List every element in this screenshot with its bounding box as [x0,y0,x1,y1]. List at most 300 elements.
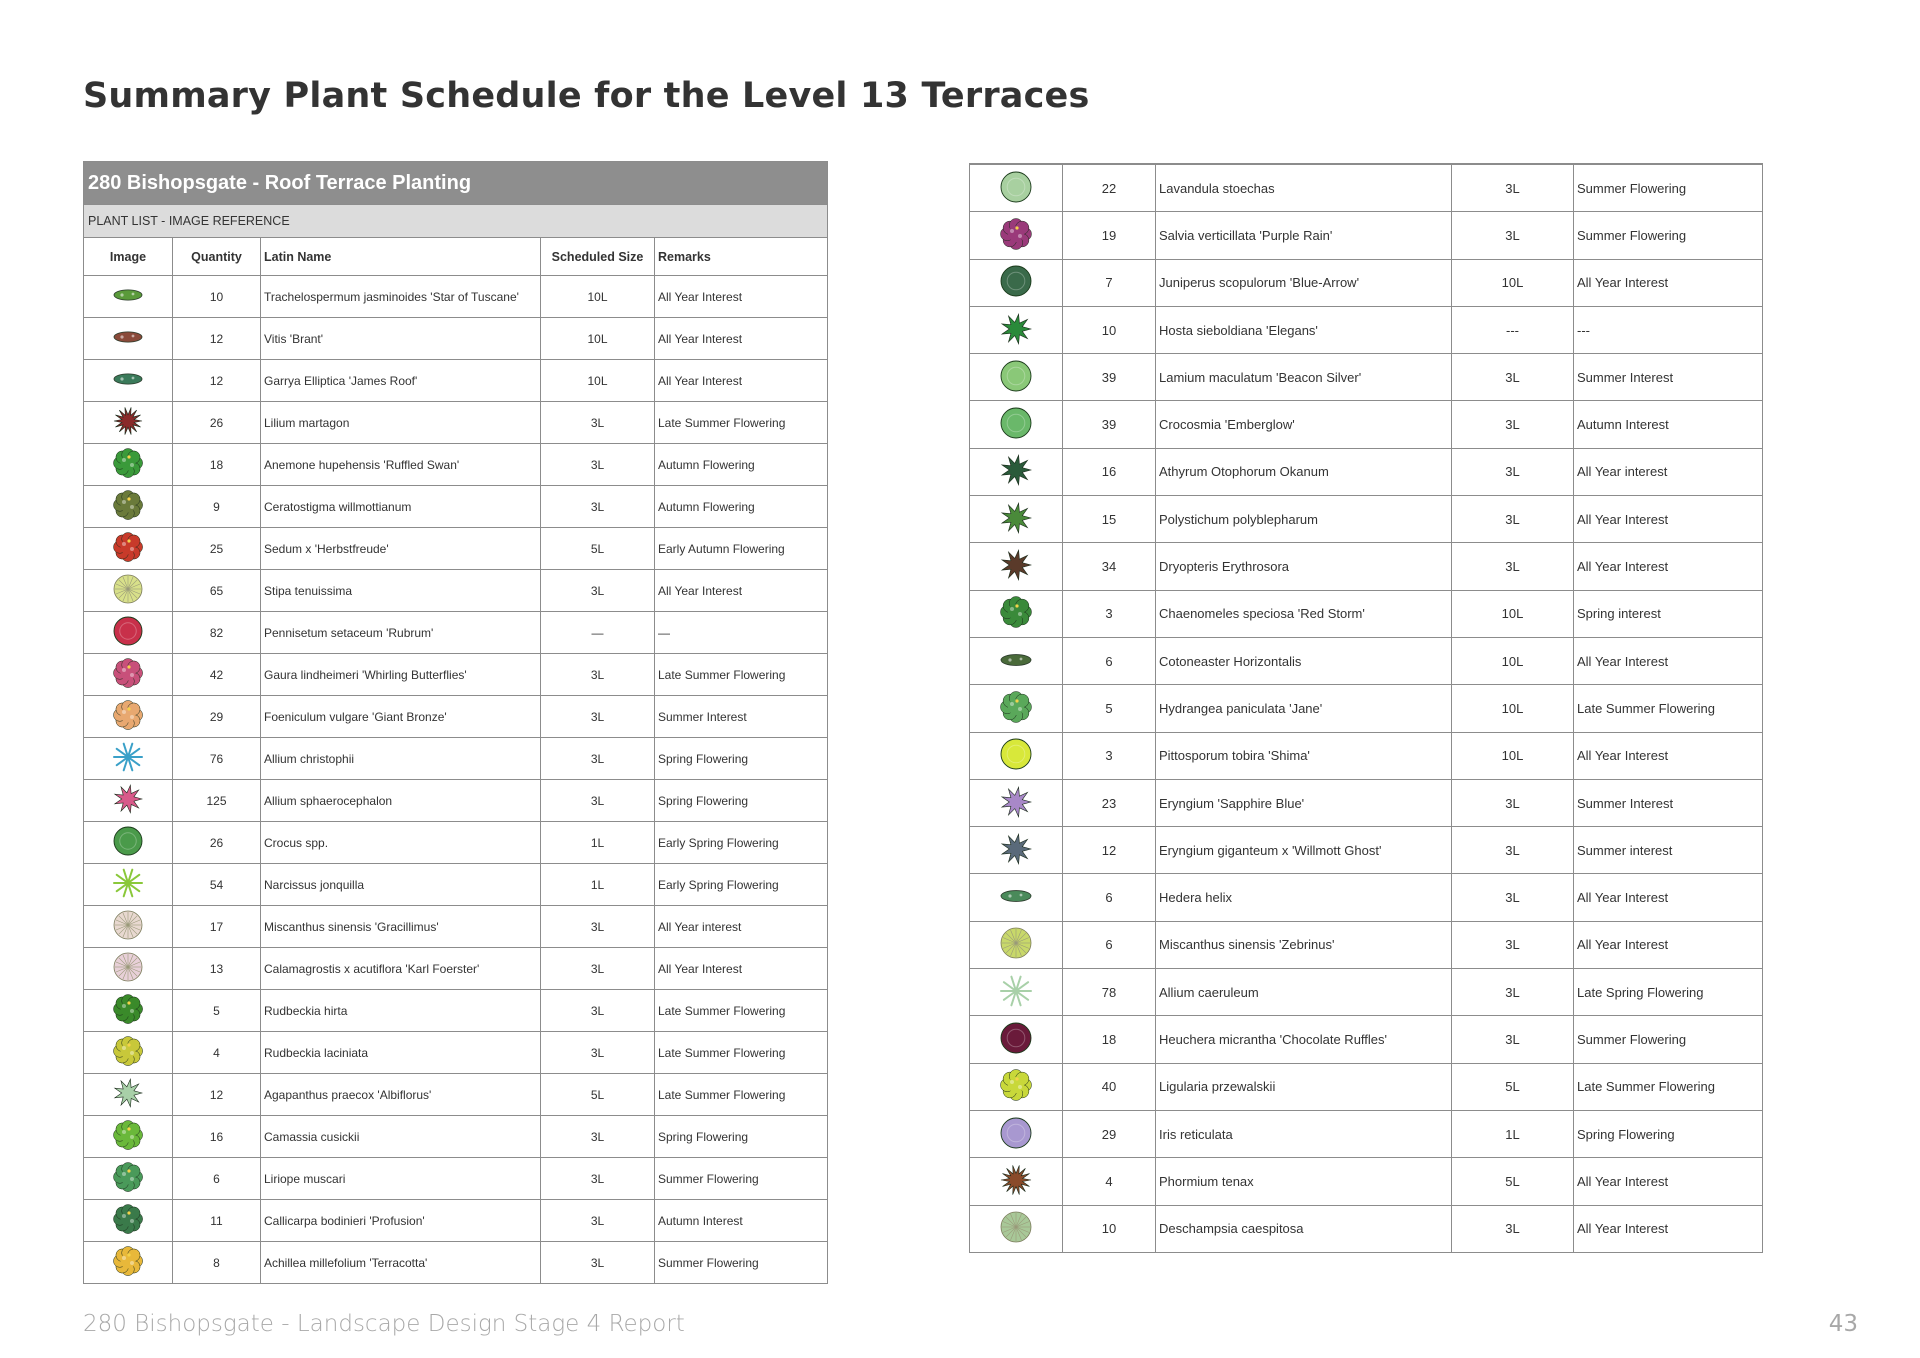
palm-icon [113,868,143,901]
flower-shrub-icon [113,1162,143,1195]
scheduled-size-cell: 3L [541,486,655,528]
flower-shrub-icon [1000,691,1032,726]
round-shrub-icon [1000,265,1032,300]
round-shrub-icon [1000,360,1032,395]
plant-image-cell [970,1110,1063,1157]
plant-row [84,612,828,654]
remarks-cell: All Year Interest [1574,921,1763,968]
latin-name-cell: Allium christophii [261,738,541,780]
plant-row [970,448,1763,495]
scheduled-size-cell: 10L [541,276,655,318]
palm-icon [1000,975,1032,1010]
remarks-cell: Early Autumn Flowering [655,528,828,570]
scheduled-size-cell: 3L [541,1032,655,1074]
table-subtitle-row [84,205,828,238]
plant-image-cell [84,318,173,360]
quantity-cell: 76 [173,738,261,780]
header-remarks: Remarks [655,238,828,276]
scheduled-size-cell: 3L [541,1200,655,1242]
remarks-cell: All Year Interest [1574,543,1763,590]
scheduled-size-cell: 3L [541,654,655,696]
plant-image-cell [84,1242,173,1284]
plant-row [970,259,1763,306]
plant-row [970,401,1763,448]
plant-row [84,402,828,444]
flower-shrub-icon [1000,596,1032,631]
page-title: Summary Plant Schedule for the Level 13 Terraces [83,76,1090,116]
scheduled-size-cell: 5L [1452,1063,1574,1110]
scheduled-size-cell: 3L [541,738,655,780]
latin-name-cell: Ceratostigma willmottianum [261,486,541,528]
star-plant-icon [1000,454,1032,489]
remarks-cell: Autumn Flowering [655,486,828,528]
scheduled-size-cell: 3L [1452,165,1574,212]
remarks-cell: All Year Interest [1574,732,1763,779]
plant-row [970,165,1763,212]
scheduled-size-cell: 3L [541,444,655,486]
plant-row [84,780,828,822]
plant-row [970,1063,1763,1110]
latin-name-cell: Foeniculum vulgare 'Giant Bronze' [261,696,541,738]
plant-row [970,212,1763,259]
flower-shrub-icon [113,1204,143,1237]
quantity-cell: 15 [1063,496,1156,543]
quantity-cell: 16 [173,1116,261,1158]
header-quantity: Quantity [173,238,261,276]
plant-image-cell [970,827,1063,874]
quantity-cell: 4 [173,1032,261,1074]
plant-image-cell [970,874,1063,921]
plant-image-cell [970,1158,1063,1205]
flower-shrub-icon [113,448,143,481]
plant-image-cell [970,306,1063,353]
plant-image-cell [84,1116,173,1158]
quantity-cell: 12 [173,360,261,402]
remarks-cell: Autumn Interest [655,1200,828,1242]
quantity-cell: 10 [173,276,261,318]
scheduled-size-cell: 5L [541,1074,655,1116]
plant-image-cell [970,921,1063,968]
latin-name-cell: Phormium tenax [1156,1158,1452,1205]
latin-name-cell: Calamagrostis x acutiflora 'Karl Foerster' [261,948,541,990]
quantity-cell: 6 [1063,637,1156,684]
flat-hedge-icon [1000,644,1032,679]
scheduled-size-cell: 5L [1452,1158,1574,1205]
quantity-cell: 4 [1063,1158,1156,1205]
latin-name-cell: Narcissus jonquilla [261,864,541,906]
plant-image-cell [970,1016,1063,1063]
plant-row [970,354,1763,401]
plant-row [84,1242,828,1284]
quantity-cell: 29 [1063,1110,1156,1157]
palm-icon [113,742,143,775]
plant-row [84,444,828,486]
quantity-cell: 18 [1063,1016,1156,1063]
latin-name-cell: Chaenomeles speciosa 'Red Storm' [1156,590,1452,637]
plant-image-cell [970,732,1063,779]
latin-name-cell: Lilium martagon [261,402,541,444]
scheduled-size-cell: 3L [1452,874,1574,921]
remarks-cell: Summer Interest [1574,779,1763,826]
remarks-cell: — [655,612,828,654]
scheduled-size-cell: 3L [541,948,655,990]
plant-row [970,1205,1763,1252]
latin-name-cell: Agapanthus praecox 'Albiflorus' [261,1074,541,1116]
quantity-cell: 6 [173,1158,261,1200]
plant-row [84,738,828,780]
scheduled-size-cell: 3L [541,1242,655,1284]
plant-row [84,948,828,990]
latin-name-cell: Hosta sieboldiana 'Elegans' [1156,306,1452,353]
plant-row [84,318,828,360]
scheduled-size-cell: 10L [1452,590,1574,637]
plant-image-cell [84,696,173,738]
latin-name-cell: Trachelospermum jasminoides 'Star of Tuscane' [261,276,541,318]
header-latin-name: Latin Name [261,238,541,276]
remarks-cell: Autumn Interest [1574,401,1763,448]
quantity-cell: 82 [173,612,261,654]
remarks-cell: All Year Interest [1574,874,1763,921]
remarks-cell: All Year Interest [655,318,828,360]
remarks-cell: All Year interest [1574,448,1763,495]
plant-image-cell [970,590,1063,637]
plant-row [970,496,1763,543]
latin-name-cell: Achillea millefolium 'Terracotta' [261,1242,541,1284]
scheduled-size-cell: 3L [541,402,655,444]
scheduled-size-cell: 3L [541,906,655,948]
latin-name-cell: Garrya Elliptica 'James Roof' [261,360,541,402]
plant-image-cell [970,637,1063,684]
plant-image-cell [84,528,173,570]
quantity-cell: 9 [173,486,261,528]
flower-shrub-icon [1000,218,1032,253]
latin-name-cell: Iris reticulata [1156,1110,1452,1157]
table-subtitle: PLANT LIST - IMAGE REFERENCE [84,205,828,238]
plant-schedule-table-left [83,161,828,1284]
plant-schedule-table-right [969,163,1763,1253]
header-scheduled-size: Scheduled Size [541,238,655,276]
quantity-cell: 29 [173,696,261,738]
star-plant-icon [1000,502,1032,537]
quantity-cell: 5 [1063,685,1156,732]
star-plant-icon [1000,786,1032,821]
plant-row [84,570,828,612]
plant-row [970,1110,1763,1157]
scheduled-size-cell: 3L [1452,921,1574,968]
scheduled-size-cell: 3L [1452,212,1574,259]
remarks-cell: Summer Flowering [655,1242,828,1284]
remarks-cell: --- [1574,306,1763,353]
plant-image-cell [84,612,173,654]
plant-image-cell [84,822,173,864]
flat-hedge-icon [113,364,143,397]
flat-hedge-icon [1000,880,1032,915]
round-shrub-icon [1000,171,1032,206]
scheduled-size-cell: — [541,612,655,654]
plant-row [84,864,828,906]
quantity-cell: 6 [1063,874,1156,921]
remarks-cell: Summer Interest [1574,354,1763,401]
plant-image-cell [970,401,1063,448]
remarks-cell: Late Summer Flowering [655,1074,828,1116]
remarks-cell: All Year Interest [1574,259,1763,306]
latin-name-cell: Lamium maculatum 'Beacon Silver' [1156,354,1452,401]
plant-row [970,921,1763,968]
latin-name-cell: Pittosporum tobira 'Shima' [1156,732,1452,779]
remarks-cell: Summer Flowering [1574,212,1763,259]
plant-row [970,685,1763,732]
scheduled-size-cell: 3L [541,1158,655,1200]
remarks-cell: All Year Interest [655,276,828,318]
latin-name-cell: Allium caeruleum [1156,969,1452,1016]
remarks-cell: Late Summer Flowering [655,402,828,444]
plant-image-cell [84,1158,173,1200]
quantity-cell: 39 [1063,354,1156,401]
grass-icon [1000,927,1032,962]
scheduled-size-cell: 3L [1452,779,1574,826]
latin-name-cell: Deschampsia caespitosa [1156,1205,1452,1252]
remarks-cell: Late Summer Flowering [655,1032,828,1074]
remarks-cell: All Year interest [655,906,828,948]
latin-name-cell: Lavandula stoechas [1156,165,1452,212]
plant-image-cell [970,212,1063,259]
spiky-plant-icon [113,406,143,439]
latin-name-cell: Hedera helix [1156,874,1452,921]
plant-image-cell [84,738,173,780]
scheduled-size-cell: 10L [1452,685,1574,732]
quantity-cell: 34 [1063,543,1156,590]
plant-row [84,654,828,696]
star-plant-icon [1000,549,1032,584]
plant-image-cell [970,354,1063,401]
plant-row [970,779,1763,826]
quantity-cell: 125 [173,780,261,822]
plant-image-cell [84,486,173,528]
grass-icon [113,574,143,607]
quantity-cell: 18 [173,444,261,486]
flower-shrub-icon [113,700,143,733]
round-shrub-icon [1000,738,1032,773]
latin-name-cell: Heuchera micrantha 'Chocolate Ruffles' [1156,1016,1452,1063]
scheduled-size-cell: 3L [541,570,655,612]
round-shrub-icon [1000,1022,1032,1057]
plant-row [970,874,1763,921]
plant-image-cell [970,448,1063,495]
quantity-cell: 17 [173,906,261,948]
scheduled-size-cell: 10L [1452,259,1574,306]
plant-image-cell [84,276,173,318]
quantity-cell: 10 [1063,306,1156,353]
round-shrub-icon [1000,407,1032,442]
plant-row [84,1116,828,1158]
round-shrub-icon [1000,1117,1032,1152]
star-plant-icon [113,784,143,817]
plant-row [970,543,1763,590]
remarks-cell: Early Spring Flowering [655,864,828,906]
latin-name-cell: Miscanthus sinensis 'Gracillimus' [261,906,541,948]
header-image: Image [84,238,173,276]
latin-name-cell: Vitis 'Brant' [261,318,541,360]
remarks-cell: All Year Interest [655,570,828,612]
latin-name-cell: Eryngium 'Sapphire Blue' [1156,779,1452,826]
quantity-cell: 12 [173,318,261,360]
scheduled-size-cell: 10L [1452,732,1574,779]
quantity-cell: 78 [1063,969,1156,1016]
plant-image-cell [970,779,1063,826]
plant-image-cell [970,165,1063,212]
flower-shrub-icon [113,532,143,565]
latin-name-cell: Anemone hupehensis 'Ruffled Swan' [261,444,541,486]
plant-image-cell [84,444,173,486]
plant-image-cell [84,780,173,822]
plant-row [84,1074,828,1116]
remarks-cell: All Year Interest [655,360,828,402]
plant-row [84,822,828,864]
plant-image-cell [84,864,173,906]
plant-image-cell [84,1032,173,1074]
latin-name-cell: Hydrangea paniculata 'Jane' [1156,685,1452,732]
scheduled-size-cell: 3L [1452,543,1574,590]
latin-name-cell: Salvia verticillata 'Purple Rain' [1156,212,1452,259]
scheduled-size-cell: 10L [541,318,655,360]
flower-shrub-icon [113,1036,143,1069]
plant-row [970,1016,1763,1063]
quantity-cell: 23 [1063,779,1156,826]
latin-name-cell: Dryopteris Erythrosora [1156,543,1452,590]
quantity-cell: 5 [173,990,261,1032]
quantity-cell: 11 [173,1200,261,1242]
scheduled-size-cell: 1L [541,822,655,864]
plant-image-cell [84,990,173,1032]
scheduled-size-cell: 5L [541,528,655,570]
flat-hedge-icon [113,322,143,355]
plant-row [84,696,828,738]
remarks-cell: Summer interest [1574,827,1763,874]
plant-row [84,486,828,528]
plant-image-cell [84,360,173,402]
latin-name-cell: Eryngium giganteum x 'Willmott Ghost' [1156,827,1452,874]
plant-row [84,1158,828,1200]
plant-image-cell [970,685,1063,732]
plant-row [970,590,1763,637]
grass-icon [113,910,143,943]
plant-row [84,360,828,402]
remarks-cell: Summer Flowering [1574,1016,1763,1063]
spiky-plant-icon [1000,1164,1032,1199]
plant-image-cell [84,1200,173,1242]
plant-row [970,306,1763,353]
table-title: 280 Bishopsgate - Roof Terrace Planting [84,162,828,205]
scheduled-size-cell: 3L [1452,827,1574,874]
latin-name-cell: Ligularia przewalskii [1156,1063,1452,1110]
remarks-cell: Spring Flowering [655,780,828,822]
table-title-row [84,162,828,205]
remarks-cell: Late Summer Flowering [1574,1063,1763,1110]
plant-image-cell [84,948,173,990]
plant-image-cell [970,1205,1063,1252]
quantity-cell: 19 [1063,212,1156,259]
latin-name-cell: Rudbeckia laciniata [261,1032,541,1074]
grass-icon [113,952,143,985]
plant-row [84,276,828,318]
plant-image-cell [84,654,173,696]
plant-row [84,990,828,1032]
scheduled-size-cell: --- [1452,306,1574,353]
scheduled-size-cell: 3L [1452,969,1574,1016]
latin-name-cell: Gaura lindheimeri 'Whirling Butterflies' [261,654,541,696]
flower-shrub-icon [113,1120,143,1153]
scheduled-size-cell: 3L [1452,354,1574,401]
latin-name-cell: Juniperus scopulorum 'Blue-Arrow' [1156,259,1452,306]
scheduled-size-cell: 10L [1452,637,1574,684]
flower-shrub-icon [1000,1069,1032,1104]
flower-shrub-icon [113,994,143,1027]
flower-shrub-icon [113,658,143,691]
remarks-cell: Spring Flowering [655,1116,828,1158]
quantity-cell: 26 [173,402,261,444]
scheduled-size-cell: 3L [1452,1205,1574,1252]
plant-image-cell [84,906,173,948]
remarks-cell: Late Summer Flowering [655,654,828,696]
scheduled-size-cell: 1L [1452,1110,1574,1157]
plant-image-cell [970,259,1063,306]
latin-name-cell: Pennisetum setaceum 'Rubrum' [261,612,541,654]
scheduled-size-cell: 3L [1452,1016,1574,1063]
star-plant-icon [113,1078,143,1111]
quantity-cell: 10 [1063,1205,1156,1252]
flower-shrub-icon [113,1246,143,1279]
plant-image-cell [84,402,173,444]
scheduled-size-cell: 1L [541,864,655,906]
plant-row [970,637,1763,684]
remarks-cell: Summer Flowering [1574,165,1763,212]
round-shrub-icon [113,616,143,649]
quantity-cell: 54 [173,864,261,906]
remarks-cell: All Year Interest [1574,1158,1763,1205]
star-plant-icon [1000,833,1032,868]
latin-name-cell: Cotoneaster Horizontalis [1156,637,1452,684]
plant-row [84,1032,828,1074]
plant-image-cell [970,1063,1063,1110]
remarks-cell: All Year Interest [1574,496,1763,543]
quantity-cell: 13 [173,948,261,990]
plant-image-cell [970,543,1063,590]
latin-name-cell: Crocus spp. [261,822,541,864]
scheduled-size-cell: 10L [541,360,655,402]
quantity-cell: 22 [1063,165,1156,212]
plant-row [970,1158,1763,1205]
quantity-cell: 12 [1063,827,1156,874]
remarks-cell: All Year Interest [1574,637,1763,684]
plant-row [84,528,828,570]
plant-row [970,732,1763,779]
latin-name-cell: Polystichum polyblepharum [1156,496,1452,543]
plant-image-cell [84,570,173,612]
remarks-cell: Late Spring Flowering [1574,969,1763,1016]
latin-name-cell: Athyrum Otophorum Okanum [1156,448,1452,495]
quantity-cell: 39 [1063,401,1156,448]
table-header-row [84,238,828,276]
plant-row [84,1200,828,1242]
quantity-cell: 40 [1063,1063,1156,1110]
quantity-cell: 6 [1063,921,1156,968]
plant-row [84,906,828,948]
plant-image-cell [970,496,1063,543]
quantity-cell: 3 [1063,590,1156,637]
remarks-cell: Autumn Flowering [655,444,828,486]
latin-name-cell: Miscanthus sinensis 'Zebrinus' [1156,921,1452,968]
remarks-cell: Late Summer Flowering [655,990,828,1032]
